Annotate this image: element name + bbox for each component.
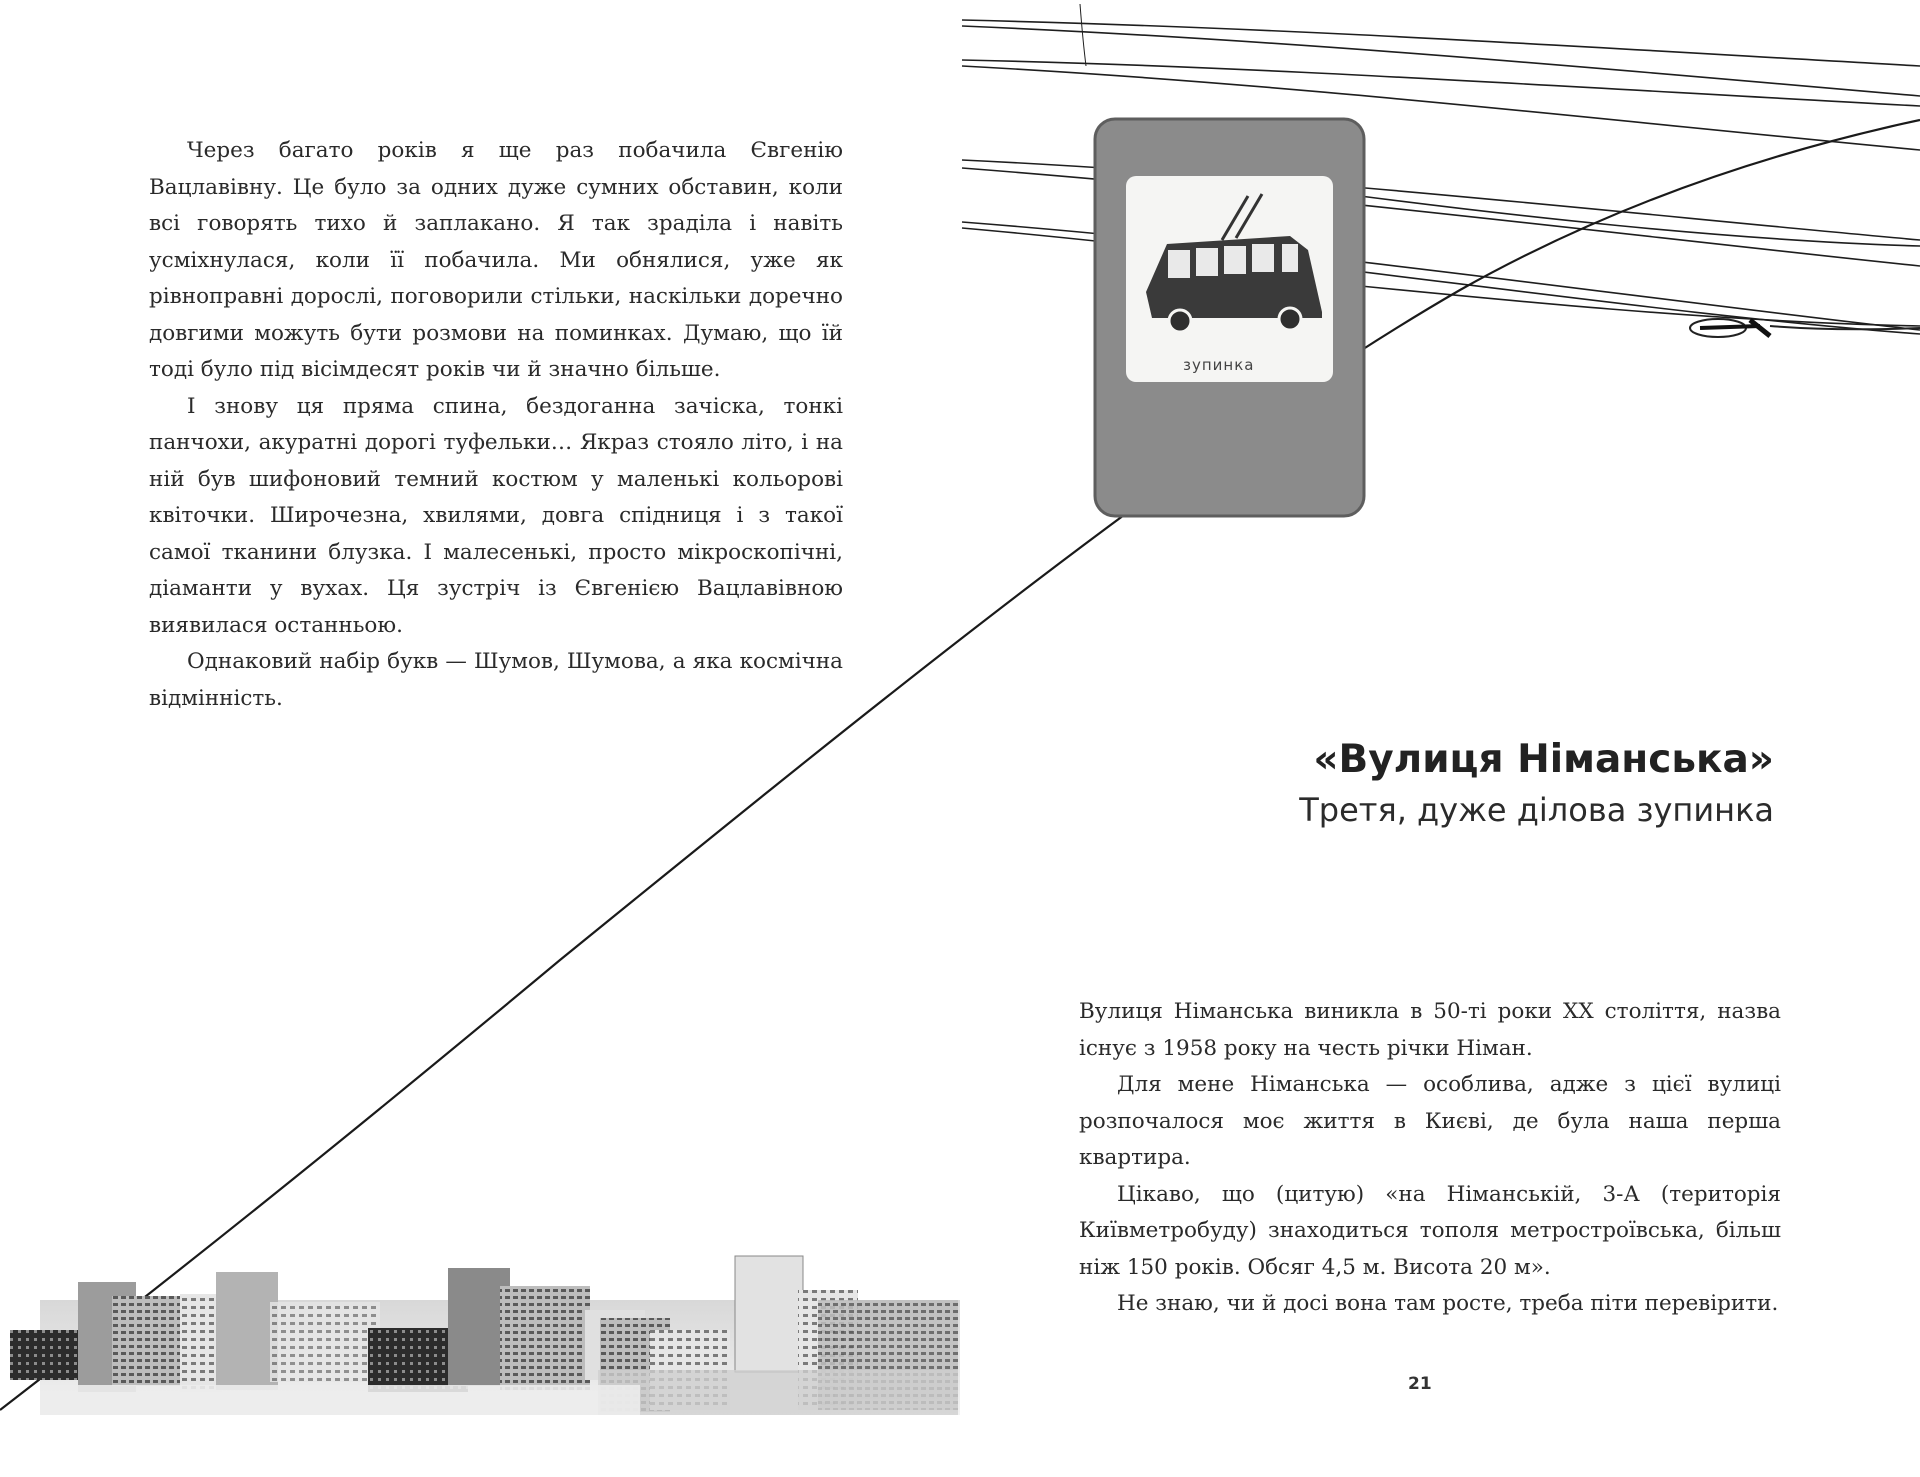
- sign-caption: зупинка: [1183, 356, 1255, 374]
- paragraph: Однаковий набір букв — Шумов, Шумова, а яка космічна відмінність.: [149, 649, 843, 711]
- paragraph: Для мене Німанська — особлива, адже з цієї вулиці розпочалося моє життя в Києві, де була наша перша квартира.: [1079, 1072, 1781, 1170]
- left-page-text: [149, 133, 843, 717]
- paragraph: Не знаю, чи й досі вона там росте, треба піти перевірити.: [1117, 1291, 1779, 1316]
- chapter-title: «Вулиця Німанська»: [1313, 737, 1774, 782]
- paragraph: Цікаво, що (цитую) «на Німанській, 3-А (територія Київметробуду) знаходиться тополя метростроївська, більш ніж 150 років. Обсяг 4,5 м. Висота 20 м».: [1079, 1181, 1781, 1280]
- city-skyline-collage: [10, 1256, 960, 1415]
- chapter-heading: [1299, 736, 1774, 832]
- bus-stop-sign: [1095, 119, 1364, 516]
- paragraph: Через багато років я ще раз побачила Євгенію Вацлавівну. Це було за одних дуже сумних обставин, коли всі говорять тихо й заплакано. Я так зраділа і навіть усміхнулася, коли її побачила. Ми обнялися, уже як рівноправні дорослі, поговорили стільки, наскільки доречно довгими можуть бути розмови на поминках. Думаю, що їй тоді було під вісімдесят років чи й значно більше.: [149, 138, 843, 382]
- chapter-subtitle: Третя, дуже ділова зупинка: [1299, 791, 1774, 829]
- paragraph: Вулиця Німанська виникла в 50-ті роки XX століття, назва існує з 1958 року на честь річки Німан.: [1079, 999, 1781, 1061]
- page-number: 21: [1408, 1374, 1432, 1394]
- right-page-text: [1079, 994, 1781, 1323]
- paragraph: І знову ця пряма спина, бездоганна зачіска, тонкі панчохи, акуратні дорогі туфельки… Якраз стояло літо, і на ній був шифоновий темний костюм у маленькі кольорові квіточки. Широчезна, хвилями, довга спідниця і з такої самої тканини блузка. І малесенькі, просто мікроскопічні, діаманти у вухах. Ця зустріч із Євгенією Вацлавівною виявилася останньою.: [149, 393, 843, 638]
